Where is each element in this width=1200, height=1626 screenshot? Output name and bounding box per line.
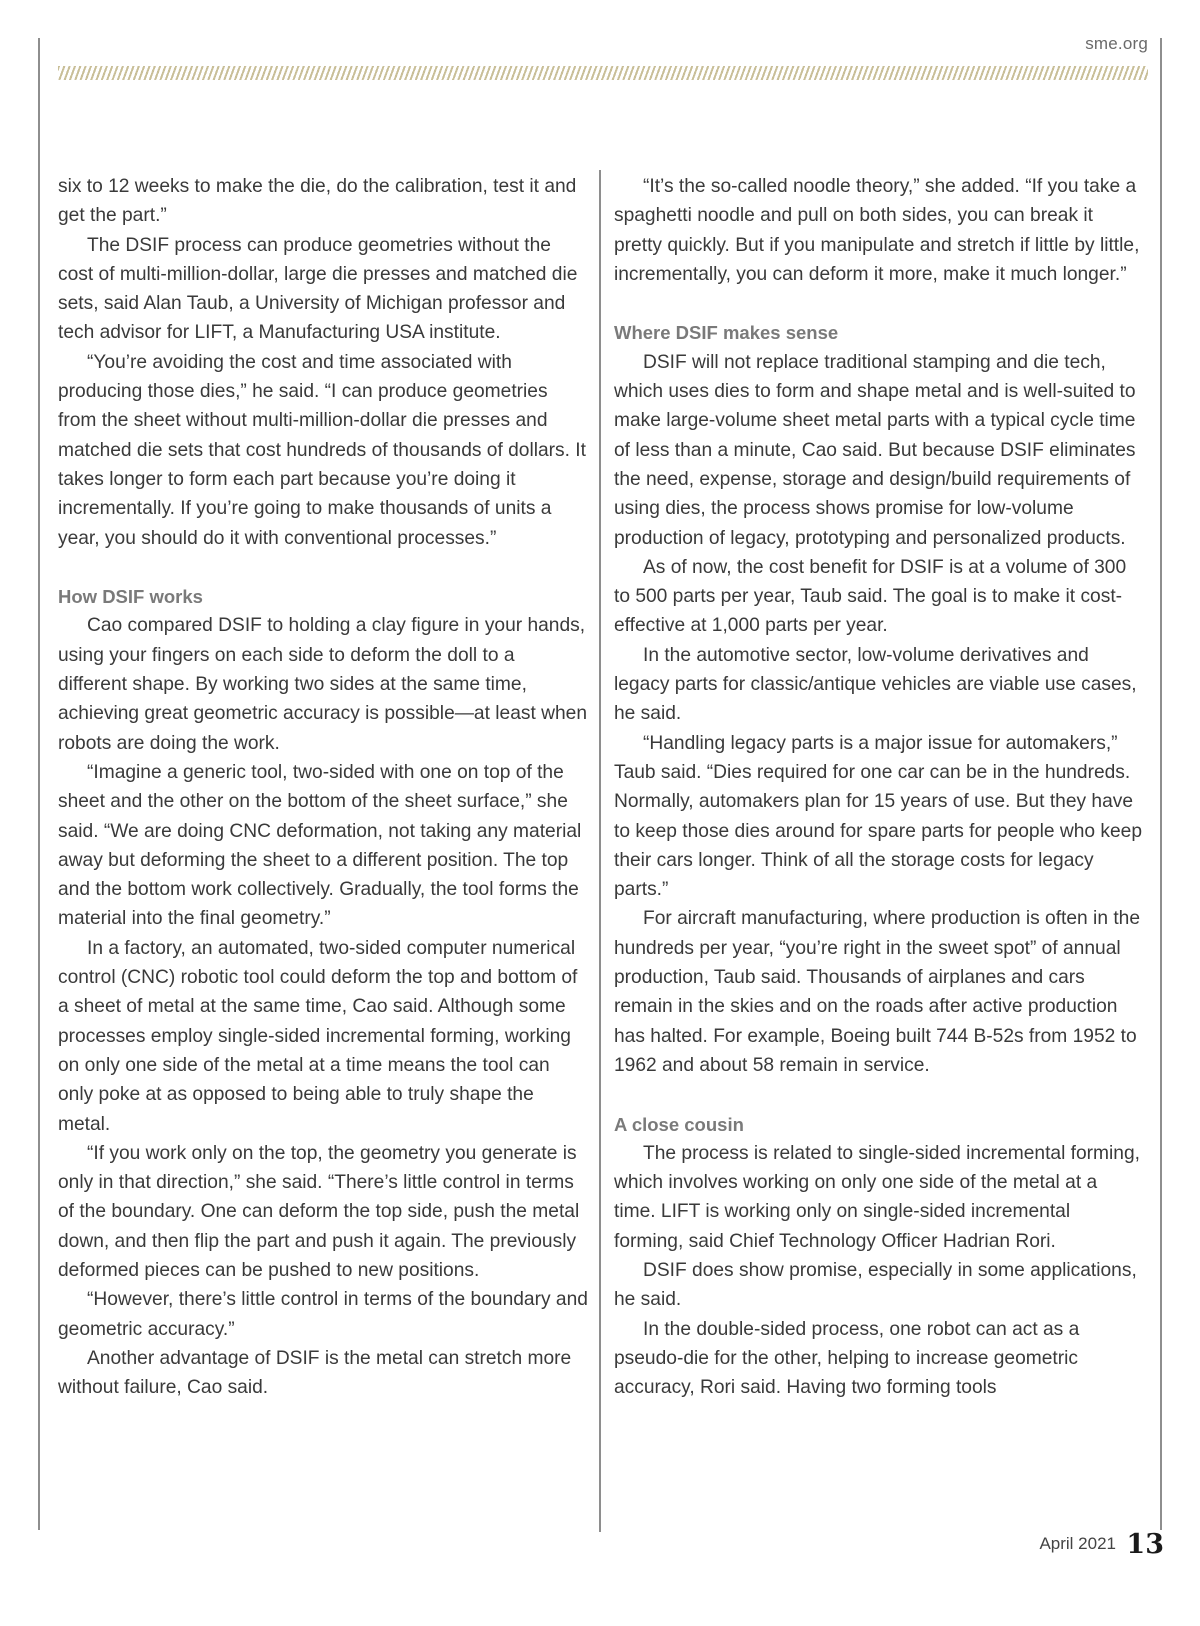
column-divider-rule [599, 170, 601, 1532]
paragraph: “You’re avoiding the cost and time associated with producing those dies,” he said. “I can produce geometries from the sheet without multi-million-dollar die presses and matched die sets that cost hundreds of thousands of dollars. It takes longer to form each part because you’re doing it incrementally. If you’re going to make thousands of units a year, you should do it with conventional processes.” [58, 351, 586, 549]
paragraph: As of now, the cost benefit for DSIF is at a volume of 300 to 500 parts per year, Taub said. The goal is to make it cost-effective at 1,000 parts per year. [614, 556, 1127, 637]
article-column-left [58, 172, 588, 1402]
paragraph: DSIF does show promise, especially in some applications, he said. [614, 1259, 1137, 1311]
paragraph: “Imagine a generic tool, two-sided with one on top of the sheet and the other on the bottom of the sheet surface,” she said. “We are doing CNC deformation, not taking any material away but deforming the sheet to a different position. The top and the bottom work collectively. Gradually, the tool forms the material into the final geometry.” [58, 761, 582, 930]
paragraph: For aircraft manufacturing, where production is often in the hundreds per year, “you’re right in the sweet spot” of annual production, Taub said. Thousands of airplanes and cars remain in the skies and on the roads after active production has halted. For example, Boeing built 744 B-52s from 1952 to 1962 and about 58 remain in service. [614, 908, 1140, 1076]
paragraph: “However, there’s little control in terms of the boundary and geometric accuracy.” [58, 1289, 588, 1340]
paragraph: Another advantage of DSIF is the metal can stretch more without failure, Cao said. [58, 1347, 572, 1399]
paragraph: “Handling legacy parts is a major issue for automakers,” Taub said. “Dies required for one car can be in the hundreds. Normally, automakers plan for 15 years of use. But they have to keep those dies around for spare parts for people who keep their cars longer. Think of all the storage costs for legacy parts.” [614, 732, 1142, 901]
paragraph: “It’s the so-called noodle theory,” she added. “If you take a spaghetti noodle and pull on both sides, you can break it pretty quickly. But if you manipulate and stretch if little by little, incrementally, you can deform it more, make it much longer.” [614, 176, 1140, 285]
article-column-right [614, 172, 1144, 1402]
section-heading: A close cousin [614, 1113, 744, 1135]
paragraph: six to 12 weeks to make the die, do the calibration, test it and get the part.” [58, 176, 577, 227]
paragraph: “If you work only on the top, the geometry you generate is only in that direction,” she said. “There’s little control in terms of the boundary. One can deform the top side, push the metal down, and then flip the part and push it again. The previously deformed pieces can be pushed to new positions. [58, 1142, 580, 1281]
paragraph: DSIF will not replace traditional stamping and die tech, which uses dies to form and shape metal and is well-suited to make large-volume sheet metal parts with a typical cycle time of less than a minute, Cao said. But because DSIF eliminates the need, expense, storage and design/build requirements of using dies, the process shows promise for low-volume production of legacy, prototyping and personalized products. [614, 351, 1136, 549]
issue-date: April 2021 [1039, 1534, 1116, 1553]
paragraph: In a factory, an automated, two-sided computer numerical control (CNC) robotic tool could deform the top and bottom of a sheet of metal at the same time, Cao said. Although some processes employ single-sided incremental forming, working on only one side of the metal at a time means the tool can only poke at as opposed to being able to truly shape the metal. [58, 937, 578, 1135]
right-border-rule [1160, 38, 1162, 1530]
decorative-hatch-band [58, 66, 1148, 80]
page-number: 13 [1126, 1529, 1164, 1560]
paragraph: Cao compared DSIF to holding a clay figure in your hands, using your fingers on each side to deform the doll to a different shape. By working two sides at the same time, achieving great geometric accuracy is possible—at least when robots are doing the work. [58, 615, 587, 754]
section-heading: How DSIF works [58, 586, 203, 608]
paragraph: In the automotive sector, low-volume derivatives and legacy parts for classic/antique vehicles are viable use cases, he said. [614, 644, 1137, 725]
site-url[interactable]: sme.org [1085, 34, 1148, 53]
paragraph: The process is related to single-sided incremental forming, which involves working on only one side of the metal at a time. LIFT is working only on single-sided incremental forming, said Chief Technology Officer Hadrian Rori. [614, 1142, 1140, 1252]
left-border-rule [38, 38, 40, 1530]
paragraph: The DSIF process can produce geometries without the cost of multi-million-dollar, large die presses and matched die sets, said Alan Taub, a University of Michigan professor and tech advisor for LIFT, a Manufacturing USA institute. [58, 234, 578, 344]
section-heading: Where DSIF makes sense [614, 322, 839, 344]
paragraph: In the double-sided process, one robot can act as a pseudo-die for the other, helping to increase geometric accuracy, Rori said. Having two forming tools [614, 1318, 1080, 1399]
